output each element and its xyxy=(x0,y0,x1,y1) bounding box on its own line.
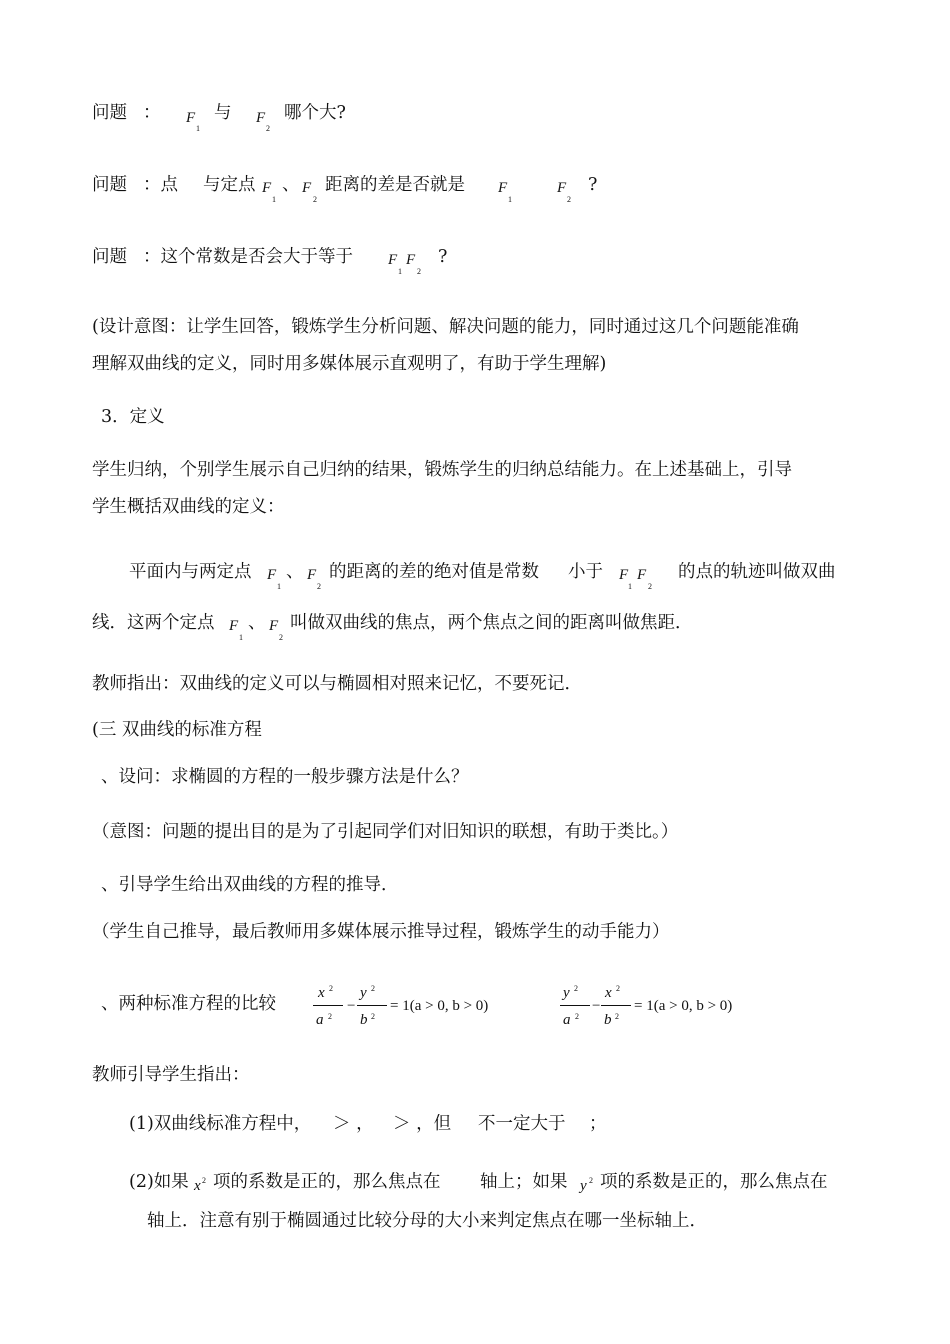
point-1-text-c: ； xyxy=(589,1114,607,1134)
teacher-guide: 教师引导学生指出： xyxy=(92,1065,250,1085)
f1-symbol: F xyxy=(229,618,239,634)
point-1-gt-2: ＞ ，但 xyxy=(393,1114,452,1134)
fraction-bar xyxy=(313,1005,343,1006)
f1-subscript: 1 xyxy=(628,582,632,591)
definition-text-b: 的距离的差的绝对值是常数 xyxy=(329,562,539,582)
point-1-text-b: 不一定大于 xyxy=(478,1114,566,1134)
question-2-mid: 与定点 xyxy=(203,175,256,195)
f2-subscript: 2 xyxy=(266,124,270,133)
x-variable: x xyxy=(194,1178,201,1194)
superscript-2: 2 xyxy=(328,1012,332,1021)
intent-2: （意图：问题的提出目的是为了引起同学们对旧知识的联想，有助于类比。） xyxy=(92,822,679,842)
superscript-2: 2 xyxy=(615,1012,619,1021)
point-2-text-a: (2)如果 xyxy=(129,1172,189,1192)
minus-sign: − xyxy=(592,998,601,1014)
section-3-heading: 3．定义 xyxy=(101,407,165,427)
question-1-label: 问题 xyxy=(92,103,127,123)
numerator-y: y xyxy=(360,985,367,1001)
f1-symbol: F xyxy=(388,252,398,268)
intent-line-1: (设计意图：让学生回答，锻炼学生分析问题、解决问题的能力，同时通过这几个问题能准确 xyxy=(92,317,799,337)
f2-subscript: 2 xyxy=(279,633,283,642)
denominator-b: b xyxy=(604,1012,612,1028)
denominator-a: a xyxy=(316,1012,324,1028)
question-2-colon: ：点 xyxy=(143,175,178,195)
question-2-tail: 距离的差是否就是 xyxy=(325,175,465,195)
intent-3: （学生自己推导，最后教师用多媒体展示推导过程，锻炼学生的动手能力） xyxy=(92,922,670,942)
f1-symbol: F xyxy=(186,110,196,126)
question-3-label: 问题 xyxy=(92,247,127,267)
f2-symbol: F xyxy=(302,180,312,196)
f2-subscript: 2 xyxy=(417,267,421,276)
point-2-line-2: 轴上．注意有别于椭圆通过比较分母的大小来判定焦点在哪一坐标轴上． xyxy=(147,1211,707,1231)
f2-symbol: F xyxy=(557,180,567,196)
question-3-text: ：这个常数是否会大于等于 xyxy=(143,247,353,267)
denominator-a: a xyxy=(563,1012,571,1028)
teacher-note: 教师指出：双曲线的定义可以与椭圆相对照来记忆，不要死记． xyxy=(92,674,582,694)
f2-symbol: F xyxy=(269,618,279,634)
point-1-gt-1: ＞ ， xyxy=(333,1114,374,1134)
summary-line-1: 学生归纳，个别学生展示自己归纳的结果，锻炼学生的归纳总结能力。在上述基础上，引导 xyxy=(92,460,792,480)
question-2-label: 问题 xyxy=(92,175,127,195)
f1-subscript: 1 xyxy=(272,195,276,204)
numerator-x: x xyxy=(318,985,325,1001)
fraction-bar xyxy=(601,1005,631,1006)
superscript-2: 2 xyxy=(202,1176,206,1185)
summary-line-2: 学生概括双曲线的定义： xyxy=(92,497,285,517)
definition-dun: 、 xyxy=(286,562,304,582)
numerator-y: y xyxy=(563,985,570,1001)
f2-symbol: F xyxy=(307,567,317,583)
intent-line-2: 理解双曲线的定义，同时用多媒体展示直观明了，有助于学生理解) xyxy=(92,354,607,374)
f2-symbol: F xyxy=(637,567,647,583)
superscript-2: 2 xyxy=(575,1012,579,1021)
definition-text-e: 线．这两个定点 xyxy=(92,613,215,633)
f2-subscript: 2 xyxy=(317,582,321,591)
minus-sign: − xyxy=(347,998,356,1014)
f1-symbol: F xyxy=(262,180,272,196)
definition-text-c: 小于 xyxy=(568,562,603,582)
f2-subscript: 2 xyxy=(648,582,652,591)
definition-text-f: 叫做双曲线的焦点，两个焦点之间的距离叫做焦距． xyxy=(290,613,693,633)
item-2: 、引导学生给出双曲线的方程的推导． xyxy=(101,875,399,895)
f1-symbol: F xyxy=(619,567,629,583)
point-2-text-d: 项的系数是正的，那么焦点在 xyxy=(600,1172,828,1192)
section-standard-equation: (三 双曲线的标准方程 xyxy=(92,720,262,740)
question-2-dun: 、 xyxy=(282,175,300,195)
y-variable: y xyxy=(580,1178,587,1194)
fraction-bar xyxy=(357,1005,387,1006)
superscript-2: 2 xyxy=(371,1012,375,1021)
superscript-2: 2 xyxy=(371,984,375,993)
point-2-text-c: 轴上；如果 xyxy=(480,1172,568,1192)
question-1-tail: 哪个大? xyxy=(284,103,346,123)
question-2-mark: ? xyxy=(588,175,598,195)
superscript-2: 2 xyxy=(589,1176,593,1185)
f2-symbol: F xyxy=(256,110,266,126)
f1-subscript: 1 xyxy=(398,267,402,276)
point-1-text-a: (1)双曲线标准方程中， xyxy=(129,1114,312,1134)
item-1: 、设问：求椭圆的方程的一般步骤方法是什么？ xyxy=(101,767,469,787)
f2-subscript: 2 xyxy=(313,195,317,204)
question-3-mark: ? xyxy=(438,247,448,267)
item-3: 、两种标准方程的比较 xyxy=(101,994,276,1014)
question-1-colon: ： xyxy=(143,103,161,123)
f1-symbol: F xyxy=(267,567,277,583)
f1-subscript: 1 xyxy=(239,633,243,642)
definition-text-a: 平面内与两定点 xyxy=(129,562,252,582)
definition-text-d: 的点的轨迹叫做双曲 xyxy=(678,562,836,582)
numerator-x: x xyxy=(605,985,612,1001)
f1-subscript: 1 xyxy=(196,124,200,133)
superscript-2: 2 xyxy=(574,984,578,993)
f1-subscript: 1 xyxy=(277,582,281,591)
f1-subscript: 1 xyxy=(508,195,512,204)
equation-rhs: = 1(a > 0, b > 0) xyxy=(390,998,489,1014)
equation-rhs: = 1(a > 0, b > 0) xyxy=(634,998,733,1014)
f2-symbol: F xyxy=(406,252,416,268)
denominator-b: b xyxy=(360,1012,368,1028)
f1-symbol: F xyxy=(498,180,508,196)
fraction-bar xyxy=(560,1005,590,1006)
point-2-text-b: 项的系数是正的，那么焦点在 xyxy=(213,1172,441,1192)
superscript-2: 2 xyxy=(616,984,620,993)
definition-dun: 、 xyxy=(248,613,266,633)
question-1-yu: 与 xyxy=(214,103,232,123)
f2-subscript: 2 xyxy=(567,195,571,204)
superscript-2: 2 xyxy=(329,984,333,993)
